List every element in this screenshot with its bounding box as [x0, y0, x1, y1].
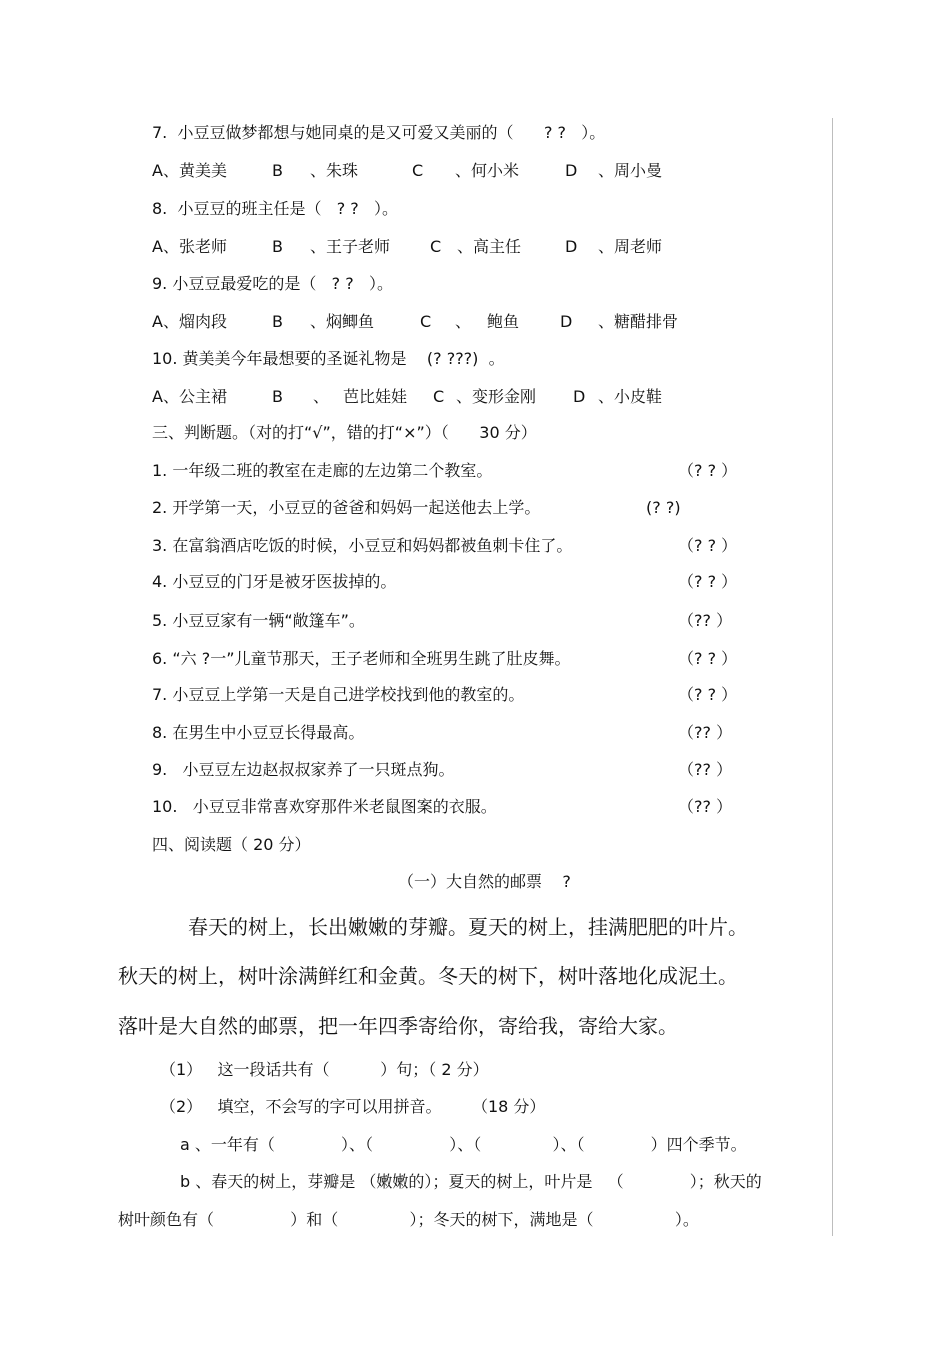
option-c: 、高主任 — [457, 237, 522, 256]
option-b-letter: B — [272, 387, 283, 406]
option-c-letter: C — [420, 312, 432, 331]
tf-item-9: 9. 小豆豆左边赵叔叔家养了一只斑点狗。 — [152, 760, 455, 779]
option-b-letter: B — [272, 312, 283, 331]
tf-item-7: 7. 小豆豆上学第一天是自己进学校找到他的教室的。 — [152, 685, 525, 704]
passage-line-3: 落叶是大自然的邮票，把一年四季寄给你，寄给我，寄给大家。 — [118, 1014, 678, 1038]
mc-question-8: 8. 小豆豆的班主任是（ ? ? ）。 — [152, 199, 399, 218]
option-d: 、糖醋排骨 — [598, 312, 679, 331]
option-d: 、周小曼 — [598, 161, 663, 180]
option-b-letter: B — [272, 161, 283, 180]
tf-answer-4: （? ? ） — [678, 572, 738, 591]
mc-question-10: 10. 黄美美今年最想要的圣诞礼物是 (? ???) 。 — [152, 349, 505, 368]
option-b: 、朱珠 — [310, 161, 359, 180]
option-d: 、周老师 — [598, 237, 663, 256]
passage-line-2: 秋天的树上，树叶涂满鲜红和金黄。冬天的树下，树叶落地化成泥土。 — [118, 964, 738, 988]
option-b: 、王子老师 — [310, 237, 391, 256]
option-c-separator: 、 — [455, 312, 472, 331]
option-a: A、张老师 — [152, 237, 227, 256]
tf-answer-5: （?? ） — [678, 611, 733, 630]
option-a: A、黄美美 — [152, 161, 227, 180]
tf-item-1: 1. 一年级二班的教室在走廊的左边第二个教室。 — [152, 461, 493, 480]
option-a: A、熘肉段 — [152, 312, 227, 331]
passage-line-1: 春天的树上，长出嫩嫩的芽瓣。夏天的树上，挂满肥肥的叶片。 — [188, 915, 748, 939]
mc-question-7: 7. 小豆豆做梦都想与她同桌的是又可爱又美丽的（ ? ? ）。 — [152, 123, 606, 142]
option-b: 、焖鲫鱼 — [310, 312, 375, 331]
reading-question-2: （2） 填空，不会写的字可以用拼音。 （18 分） — [160, 1097, 546, 1116]
option-c: 、何小米 — [455, 161, 520, 180]
tf-item-10: 10. 小豆豆非常喜欢穿那件米老鼠图案的衣服。 — [152, 797, 497, 816]
tf-answer-6: （? ? ） — [678, 649, 738, 668]
tf-item-2: 2. 开学第一天，小豆豆的爸爸和妈妈一起送他去上学。 — [152, 498, 541, 517]
tf-answer-1: （? ? ） — [678, 461, 738, 480]
fill-blank-b-line-1: b 、春天的树上，芽瓣是 （嫩嫩的）；夏天的树上，叶片是 （ ）；秋天的 — [180, 1172, 762, 1191]
option-c: 鲍鱼 — [487, 312, 520, 331]
section-4-heading: 四、阅读题（ 20 分） — [152, 835, 311, 854]
tf-item-6: 6. “六 ?一”儿童节那天，王子老师和全班男生跳了肚皮舞。 — [152, 649, 571, 668]
option-d-letter: D — [565, 237, 578, 256]
tf-answer-7: （? ? ） — [678, 685, 738, 704]
option-b-letter: B — [272, 237, 283, 256]
option-b-separator: 、 — [313, 387, 330, 406]
option-b: 芭比娃娃 — [343, 387, 408, 406]
option-d-letter: D — [573, 387, 586, 406]
reading-question-1: （1） 这一段话共有（ ）句；（ 2 分） — [160, 1060, 489, 1079]
fill-blank-b-line-2: 树叶颜色有（ ）和（ ）；冬天的树下，满地是（ ）。 — [118, 1210, 699, 1229]
mc-question-9: 9. 小豆豆最爱吃的是（ ? ? ）。 — [152, 274, 393, 293]
fill-blank-a: a 、一年有（ ）、（ ）、（ ）、（ ）四个季节。 — [180, 1135, 747, 1154]
tf-answer-10: （?? ） — [678, 797, 733, 816]
option-d-letter: D — [560, 312, 573, 331]
tf-answer-9: （?? ） — [678, 760, 733, 779]
tf-item-3: 3. 在富翁酒店吃饭的时候，小豆豆和妈妈都被鱼刺卡住了。 — [152, 536, 573, 555]
tf-item-8: 8. 在男生中小豆豆长得最高。 — [152, 723, 365, 742]
option-c-letter: C — [433, 387, 445, 406]
option-c-letter: C — [412, 161, 424, 180]
section-3-heading: 三、判断题。（对的打“√”，错的打“×”）（ 30 分） — [152, 423, 537, 442]
option-d-letter: D — [565, 161, 578, 180]
tf-answer-8: （?? ） — [678, 723, 733, 742]
tf-answer-3: （? ? ） — [678, 536, 738, 555]
tf-item-5: 5. 小豆豆家有一辆“敞篷车”。 — [152, 611, 365, 630]
passage-title: （一）大自然的邮票 ? — [398, 872, 571, 891]
page-margin-rule — [832, 118, 833, 1236]
tf-answer-2: (? ?) — [646, 498, 681, 517]
option-c-letter: C — [430, 237, 442, 256]
option-a: A、公主裙 — [152, 387, 227, 406]
tf-item-4: 4. 小豆豆的门牙是被牙医拔掉的。 — [152, 572, 397, 591]
option-c: 、变形金刚 — [456, 387, 537, 406]
option-d: 、小皮鞋 — [598, 387, 663, 406]
